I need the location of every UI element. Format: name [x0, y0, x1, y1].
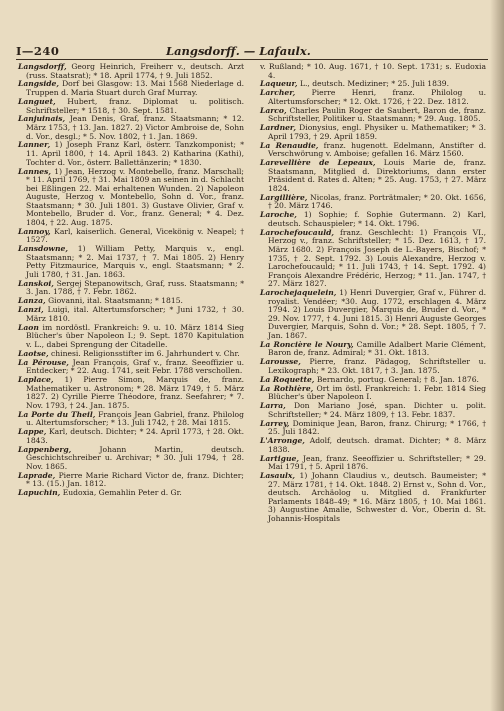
entry-text: Louis Marie de, franz. Staatsmann, Mitglied d. Direktoriums, dann erster Präsident d. Rates d. Alten; * 25. Aug. 1753, † 27. März 1824. — [268, 158, 486, 193]
entry-headword: Langsdorff, — [18, 62, 67, 71]
entry-headword: Larra, — [260, 401, 286, 411]
entry-headword: Laplace, — [18, 375, 54, 385]
entry-headword: Laqueur, — [260, 79, 298, 89]
entry-headword: Larco, — [260, 105, 287, 115]
entry-text: Nicolas, franz. Porträtmaler; * 20. Okt. 1656, † 20. März 1746. — [268, 192, 486, 211]
right-column — [260, 63, 486, 524]
left-column — [18, 63, 244, 498]
entry-text: Dionysius, engl. Physiker u. Mathematiker; * 3. April 1793, † 29. April 1859. — [268, 123, 486, 141]
entry-text: franz. hugenott. Edelmann, Anstifter d. Verschwörung v. Amboise; gefallen 16. März 1560. — [268, 140, 486, 159]
entry-headword: La Roncière le Noury, — [260, 339, 354, 349]
dictionary-entry — [260, 341, 486, 358]
dictionary-entry — [260, 385, 486, 402]
entry-headword: Lansdowne, — [18, 244, 68, 254]
entry-headword: Laon — [18, 322, 39, 332]
entry-text: franz. Geschlecht: 1) François VI., Herzog v., franz. Schriftsteller; * 15. Dez. 1613, † 17. März 1680. 2) François Joseph de L.-Bayers, Bischof; * 1735, † 2. Sept. 1792. 3) Louis Alexandre, Herzog v. Larochefoucauld; * 11. Juli 1743, † 14. Sept. 1792. 4) François Alexandre Frédéric, Herzog; * 11. Jan. 1747, † 27. März 1827. — [268, 227, 486, 289]
entry-headword: La Rothière, — [260, 383, 314, 393]
dictionary-entry — [260, 142, 486, 159]
entry-text: Don Mariano José, span. Dichter u. polit. Schriftsteller; * 24. März 1809, † 13. Febr. 1837. — [268, 401, 486, 419]
entry-text: Adolf, deutsch. dramat. Dichter; * 8. März 1838. — [268, 436, 486, 454]
dictionary-entry — [18, 245, 244, 279]
entry-text: 1) Pierre Simon, Marquis de, franz. Mathematiker u. Astronom; * 28. März 1749, † 5. März 1827. 2) Cyrille Pierre Théodore, franz. Seefahrer; * 7. Nov. 1793, † 24. Jan. 1875. — [26, 375, 244, 410]
page-number: I—240 — [16, 44, 60, 58]
dictionary-entry — [260, 289, 486, 340]
dictionary-entry — [18, 411, 244, 428]
entry-headword: Langside, — [18, 79, 60, 89]
dictionary-entry — [18, 359, 244, 376]
entry-headword: La Roquette, — [260, 374, 315, 384]
dictionary-entry — [260, 229, 486, 289]
entry-headword: Larousse, — [260, 357, 301, 367]
entry-text: François Jean Gabriel, franz. Philolog u. Altertumsforscher; * 13. Juli 1742, † 28. Mai 1815. — [26, 409, 244, 428]
dictionary-entry — [260, 194, 486, 211]
dictionary-entry — [18, 428, 244, 445]
dictionary-entry — [18, 472, 244, 489]
entry-headword: Lappenberg, — [18, 444, 72, 454]
entry-headword: La Porte du Theil, — [18, 409, 96, 419]
dictionary-entry — [18, 324, 244, 350]
dictionary-entry — [260, 124, 486, 141]
running-header — [16, 44, 488, 58]
entry-headword: Larochejaquelein, — [260, 288, 337, 298]
entry-text: im nordöstl. Frankreich: 9. u. 10. März 1814 Sieg Blücher's über Napoleon I.; 9. Sept. 1870 Kapitulation v. L., dabei Sprengung der Citadelle. — [26, 322, 244, 349]
entry-text: L., deutsch. Mediziner; * 25. Juli 1839. — [297, 79, 450, 89]
dictionary-entry — [18, 63, 244, 80]
entry-headword: Lannoy, — [18, 226, 51, 236]
entry-headword: Lannes, — [18, 166, 52, 176]
dictionary-entry — [18, 115, 244, 141]
entry-headword: Lanjuinais, — [18, 114, 66, 124]
entry-text: Hubert, franz. Diplomat u. politisch. Schriftsteller; * 1518, † 30. Sept. 1581. — [26, 96, 244, 115]
entry-text: v. Rußland; * 10. Aug. 1671, † 10. Sept. 1731; s. Eudoxia 4. — [260, 62, 486, 80]
entry-text: Jean François, Graf v., franz. Seeoffizier u. Entdecker; * 22. Aug. 1741, seit Febr. 1788 verschollen. — [26, 357, 245, 376]
entry-text: Johann Martin, deutsch. Geschichtschreiber u. Archivar; * 30. Juli 1794, † 28. Nov. 1865. — [26, 444, 244, 471]
dictionary-entry — [18, 280, 244, 297]
entry-text: Pierre, franz. Pädagog, Schriftsteller u. Lexikograph; * 23. Okt. 1817, † 3. Jan. 1875. — [268, 357, 486, 375]
entry-headword: Laroche, — [260, 210, 297, 220]
entry-headword: Lanskoi, — [18, 278, 54, 288]
dictionary-entry — [18, 228, 244, 245]
entry-text: Eudoxia, Gemahlin Peter d. Gr. — [60, 488, 182, 498]
entry-headword: Largillière, — [260, 192, 308, 202]
entry-text: Karl, deutsch. Dichter; * 24. April 1773, † 28. Okt. 1843. — [26, 427, 244, 445]
entry-text: Pierre Marie Richard Victor de, franz. Dichter; * 13. (15.) Jan. 1812. — [26, 470, 244, 489]
entry-headword: Lardner, — [260, 123, 297, 133]
dictionary-entry — [260, 63, 486, 80]
entry-headword: Lasaulx, — [260, 471, 296, 481]
entry-text: Camille Adalbert Marie Clément, Baron de, franz. Admiral; * 31. Okt. 1813. — [268, 339, 486, 358]
entry-headword: Larrey, — [260, 418, 290, 428]
entry-headword: Languet, — [18, 96, 56, 106]
dictionary-entry — [18, 446, 244, 472]
entry-text: Jean, franz. Seeoffizier u. Schriftsteller; * 29. Mai 1791, † 5. April 1876. — [268, 453, 486, 472]
dictionary-entry — [18, 489, 244, 498]
dictionary-entry — [260, 420, 486, 437]
dictionary-entry — [260, 358, 486, 375]
entry-text: Sergej Stepanowitsch, Graf, russ. Staatsmann; * 3. Jan. 1788, † 7. Febr. 1862. — [26, 278, 244, 297]
entry-text: Pierre Henri, franz. Philolog u. Altertumsforscher; * 12. Okt. 1726, † 22. Dez. 1812. — [268, 88, 486, 106]
header-rule — [16, 59, 488, 60]
entry-headword: Lappe, — [18, 427, 47, 437]
dictionary-entry — [18, 141, 244, 167]
entry-text: 1) Johann Claudius v., deutsch. Baumeister; * 27. März 1781, † 14. Okt. 1848. 2) Ernst v., Sohn d. Vor., deutsch. Archäolog u. Mitglied d. Frankfurter Parlaments 1848–49; * 16. März 1805, † 10. Mai 1861. 3) Augustine Amalie, Schwester d. Vor., Oberin d. St. Johannis-Hospitals — [268, 471, 486, 523]
entry-text: Georg Heinrich, Freiherr v., deutsch. Arzt (russ. Staatsrat); * 18. April 1774, † 9. Juli 1852. — [26, 62, 244, 80]
dictionary-entry — [260, 437, 486, 454]
dictionary-entry — [18, 98, 244, 115]
entry-text: Dorf bei Glasgow: 13. Mai 1568 Niederlage d. Truppen d. Maria Stuart durch Graf Murray. — [26, 79, 244, 98]
dictionary-entry — [18, 376, 244, 410]
entry-text: Dominique Jean, Baron, franz. Chirurg; * 1766, † 25. Juli 1842. — [268, 418, 486, 437]
entry-headword: L'Arronge, — [260, 436, 305, 446]
entry-headword: Larochefoucauld, — [260, 227, 335, 237]
entry-text: 1) William Petty, Marquis v., engl. Staatsmann; * 2. Mai 1737, † 7. Mai 1805. 2) Henry Petty Fitzmaurice, Marquis v., engl. Staatsmann; * 2. Juli 1780, † 31. Jan. 1863. — [26, 244, 244, 279]
page-edge-shadow — [490, 0, 504, 711]
entry-headword: Lapuchin, — [18, 488, 61, 498]
entry-text: Karl, kaiserlich. General, Vicekönig v. Neapel; † 1527. — [26, 226, 244, 245]
dictionary-entry — [260, 455, 486, 472]
entry-headword: Larevellière de Lepeaux, — [260, 158, 376, 168]
entry-text: chinesi. Religionsstifter im 6. Jahrhundert v. Chr. — [48, 348, 240, 358]
entry-headword: Laprade, — [18, 470, 56, 480]
entry-text: 1) Sophie; f. Sophie Gutermann. 2) Karl, deutsch. Schauspieler; * 14. Okt. 1796. — [268, 210, 486, 228]
entry-text: 1) Joseph Franz Karl, österr. Tanzkomponist; * 11. April 1800, † 14. April 1843. 2) Katharina (Kathi), Tochter d. Vor., österr. Ballettänzerin; * 1830. — [26, 140, 244, 167]
entry-text: Luigi, ital. Altertumsforscher; * Juni 1732, † 30. März 1810. — [26, 305, 244, 323]
entry-headword: Lartigue, — [260, 453, 299, 463]
dictionary-entry — [260, 402, 486, 419]
dictionary-entry — [18, 306, 244, 323]
dictionary-entry — [260, 89, 486, 106]
dictionary-entry — [260, 211, 486, 228]
entry-text: Bernardo, portug. General; † 8. Jan. 1876. — [314, 374, 479, 384]
dictionary-entry — [18, 80, 244, 97]
entry-headword: La Renaudie, — [260, 140, 319, 150]
entry-text: 1) Henri Duvergier, Graf v., Führer d. royalist. Vendéer; *30. Aug. 1772, erschlagen 4. März 1794. 2) Louis Duvergier, Marquis de, Bruder d. Vor., * 29. Nov. 1777, † 4. Juni 1815. 3) Henri Auguste Georges Duvergier, Marquis, Sohn d. Vor.; * 28. Sept. 1805, † 7. Jan. 1867. — [268, 288, 486, 340]
entry-headword: Lanner, — [18, 140, 51, 150]
header-title: Langsdorff. — Lafaulx. — [166, 44, 311, 58]
entry-headword: Larcher, — [260, 88, 296, 98]
dictionary-entry — [260, 159, 486, 193]
entry-headword: Lanza, — [18, 296, 46, 306]
entry-headword: Lanzi, — [18, 305, 44, 315]
entry-headword: La Pérouse, — [18, 357, 69, 367]
entry-text: Giovanni, ital. Staatsmann; * 1815. — [45, 296, 183, 306]
entry-text: Jean Denis, Graf, franz. Staatsmann; * 12. März 1753, † 13. Jan. 1827. 2) Victor Ambroise de, Sohn d. Vor., desgl.; * 5. Nov. 1802, † 1. Jan. 1869. — [26, 114, 244, 141]
entry-headword: Laotse, — [18, 348, 49, 358]
dictionary-entry — [260, 107, 486, 124]
entry-text: Charles Paulin Roger de Saubert, Baron de, franz. Schriftsteller, Politiker u. Staatsmann; * 29. Aug. 1805. — [268, 105, 486, 124]
entry-text: Ort im östl. Frankreich: 1. Febr. 1814 Sieg Blücher's über Napoleon I. — [268, 383, 487, 402]
dictionary-entry — [260, 472, 486, 523]
entry-text: 1) Jean, Herzog v. Montebello, franz. Marschall; * 11. April 1769, † 31. Mai 1809 an seinen in d. Schlacht bei Eßlingen 22. Mai erhaltenen Wunden. 2) Napoleon Auguste, Herzog v. Montebello, Sohn d. Vor., franz. Staatsmann; * 30. Juli 1801. 3) Gustave Olivier, Graf v. Montebello, Bruder d. Vor., franz. General; * 4. Dez. 1804, † 22. Aug. 1875. — [26, 166, 244, 227]
dictionary-entry — [18, 168, 244, 228]
